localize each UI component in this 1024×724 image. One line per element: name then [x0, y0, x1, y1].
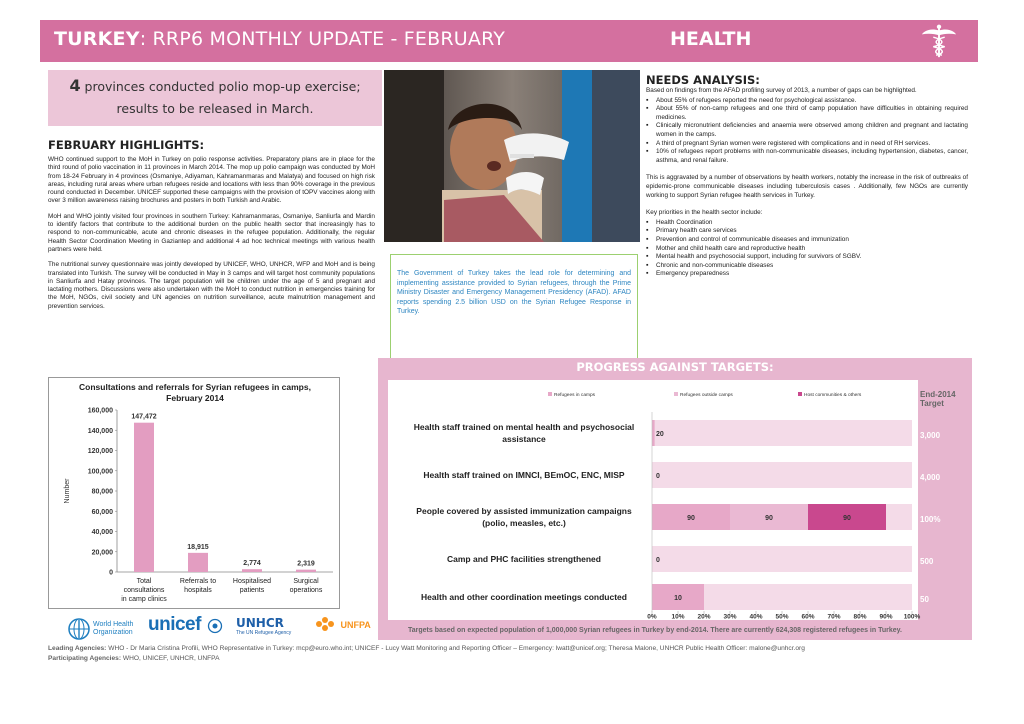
x-tick-label: 90% — [879, 613, 893, 621]
page-header — [40, 20, 978, 62]
y-tick-label: 80,000 — [91, 488, 113, 496]
x-tick-label: 30% — [723, 613, 737, 621]
priority-item: ▪ Health Coordination — [646, 219, 968, 228]
needs-intro: Based on findings from the AFAD profiling survey of 2013, a number of gaps can be highlighted. — [646, 87, 917, 94]
x-tick-label: 70% — [827, 613, 841, 621]
participating-agencies: Participating Agencies: WHO, UNICEF, UNHCR, UNFPA — [48, 655, 220, 662]
bar-value-label: 2,319 — [297, 560, 315, 568]
target-value: 50 — [920, 595, 929, 604]
legend-label: Refugees outside camps — [680, 393, 733, 398]
needs-item: ▪ Clinically micronutrient deficiencies and anaemia were observed among children and pregnant and lactating women in the camps. — [646, 122, 968, 139]
chart-title: Consultations and referrals for Syrian refugees in camps, — [79, 382, 311, 392]
bar-value-label: 2,774 — [243, 560, 261, 568]
priorities-intro: Key priorities in the health sector include: — [646, 209, 763, 217]
chart-bar — [188, 553, 208, 572]
legend-swatch — [548, 392, 552, 396]
chart-bar — [296, 570, 316, 572]
unicef-emblem-icon — [208, 619, 222, 633]
progress-value-label: 90 — [687, 515, 695, 522]
unfpa-logo: UNFPA — [314, 616, 371, 637]
progress-value-label: 90 — [765, 515, 773, 522]
progress-track — [652, 546, 912, 572]
target-header: End-2014 Target — [920, 390, 956, 408]
progress-chart — [388, 380, 921, 621]
y-tick-label: 40,000 — [91, 529, 113, 536]
priority-item: ▪ Mother and child health care and reproductive health — [646, 245, 968, 254]
progress-track — [652, 462, 912, 488]
unfpa-emblem-icon — [314, 616, 336, 632]
highlights-paragraph: MoH and WHO jointly visited four provinces in southern Turkey: Kahramanmaras, Osmaniye, Sanliurfa and Mardin to identify factors that contribute to the additional burden on the public health sector that increasingly has to respond to non-communicable, acute and chronic diseases in the refugee population. Additionally, the regular Health Sector Coordination Meeting in Gaziantep and additional 4 ad hoc technical meetings with various health partners were held. — [48, 212, 375, 253]
x-tick-label: 40% — [749, 613, 763, 621]
progress-category-label: (polio, measles, etc.) — [482, 518, 566, 528]
x-tick-label: Hospitalised — [232, 578, 272, 585]
priority-item: ▪ Primary health care services — [646, 227, 968, 236]
y-tick-label: 0 — [109, 569, 113, 577]
chart-bar — [134, 423, 154, 572]
government-box: The Government of Turkey takes the lead role for determining and implementing assistance provided to Syrian refugees, through the Prime Ministry Disaster and Emergency Management Presidency (AFAD). AFAD reports spending 2.5 billion USD on the Syrian Refugee Response in Turkey. — [390, 254, 638, 360]
progress-category-label: assistance — [502, 434, 546, 444]
target-value: 4,000 — [920, 473, 941, 482]
progress-category-label: People covered by assisted immunization campaigns — [416, 506, 632, 516]
sector-title: HEALTH — [670, 28, 752, 50]
legend-swatch — [674, 392, 678, 396]
target-value: 100% — [920, 515, 941, 524]
needs-item: ▪ A third of pregnant Syrian women were registered with complications and in need of RH services. — [646, 140, 968, 149]
agency-logos: World Health Organization unicef UNHCR The UN Refugee Agency $^{UNFPA}$ — [68, 614, 378, 644]
progress-value-label: 10 — [674, 595, 682, 602]
highlights-paragraph: WHO continued support to the MoH in Turkey on polio response activities. Preparatory plans are in place for the third round of polio vaccination in 11 provinces in March 2014. The mop up polio campaign was conducted by MoH from 18-24 February in 4 provinces (Osmaniye, Adiyaman, Kahramanmaras and Malatya) and focused on high risk areas, including rural areas where urban refugees reside and locations with less than 90% coverage in the previous round conducted in December. UNICEF supported these campaigns with the provision of tOPV vaccines along with over 3 million awareness raising brochures and posters in both Turkish and Arabic. — [48, 156, 375, 205]
priority-item: ▪ Chronic and non-communicable diseases — [646, 262, 968, 271]
bar-value-label: 147,472 — [131, 413, 157, 421]
y-tick-label: 140,000 — [87, 427, 113, 435]
priority-item: ▪ Emergency preparedness — [646, 270, 968, 279]
vaccination-photo — [384, 70, 640, 242]
progress-value-label: 0 — [656, 557, 660, 564]
progress-panel — [378, 358, 972, 640]
x-tick-label: 0% — [647, 613, 657, 621]
target-value: 500 — [920, 557, 934, 566]
y-tick-label: 120,000 — [87, 448, 113, 455]
highlights-body — [48, 156, 375, 318]
progress-value-label: 90 — [843, 515, 851, 522]
targets-footnote: Targets based on expected population of 1,000,000 Syrian refugees in Turkey by end-2014. There are currently 624,308 registered refugees in Turkey. — [408, 627, 902, 634]
page-title: TURKEY: RRP6 MONTHLY UPDATE - FEBRUARY — [54, 28, 506, 50]
x-tick-label: 10% — [671, 613, 685, 621]
legend-label: Refugees in camps — [554, 393, 596, 398]
priorities-list — [646, 219, 968, 279]
x-tick-label: operations — [289, 587, 323, 594]
x-tick-label: patients — [239, 587, 265, 594]
caduceus-icon — [920, 22, 958, 60]
x-tick-label: 100% — [903, 613, 921, 621]
footer-agencies — [48, 644, 805, 664]
x-tick-label: Surgical — [293, 578, 319, 585]
consultations-chart — [48, 377, 340, 609]
progress-category-label: Health staff trained on IMNCI, BEmOC, ENC, MISP — [423, 470, 625, 480]
needs-item: ▪ 10% of refugees report problems with non-communicable diseases, including hypertension, diabetes, cancer, asthma, and renal failure. — [646, 148, 968, 165]
x-tick-label: consultations — [123, 587, 165, 594]
target-value: 3,000 — [920, 431, 941, 440]
needs-item: ▪ About 55% of non-camp refugees and one third of camp population have difficulties in obtaining required medicines. — [646, 105, 968, 122]
needs-analysis — [646, 87, 968, 279]
x-tick-label: 20% — [697, 613, 711, 621]
x-tick-label: Total — [136, 578, 152, 585]
bar-value-label: 18,915 — [187, 543, 209, 551]
chart-bar — [242, 569, 262, 572]
y-axis-label: Number — [64, 478, 71, 504]
unicef-logo: unicef — [148, 614, 201, 635]
priority-item: ▪ Prevention and control of communicable diseases and immunization — [646, 236, 968, 245]
x-tick-label: Referrals to — [179, 578, 217, 585]
progress-track — [652, 420, 912, 446]
x-tick-label: 80% — [853, 613, 867, 621]
highlights-paragraph: The nutritional survey questionnaire was jointly developed by UNICEF, WHO, UNHCR, WFP and MoH and is being translated into Turkish. The survey will be conducted in May in 3 camps and will target host community populations in Sanliurfa and Hatay provinces. The target population will be children under the age of 5 and pregnant and lactating mothers. Discussions were also undertaken with the MoH to conduct nutrition in emergencies training for the MoH, NGOs, civil society and UN agencies on nutrition surveillance, acute malnutrition management and prevention services. — [48, 261, 375, 310]
unhcr-logo: UNHCR The UN Refugee Agency — [236, 616, 292, 636]
priority-item: ▪ Mental health and psychosocial support, including for survivors of SGBV. — [646, 253, 968, 262]
progress-title: PROGRESS AGAINST TARGETS: — [576, 360, 774, 374]
legend-label: Host communities & others — [804, 393, 862, 398]
y-tick-label: 100,000 — [87, 468, 113, 476]
highlights-title: FEBRUARY HIGHLIGHTS: — [48, 138, 205, 152]
progress-value-label: 0 — [656, 473, 660, 480]
progress-category-label: Camp and PHC facilities strengthened — [447, 554, 601, 564]
progress-bar-segment — [652, 420, 655, 446]
progress-value-label: 20 — [656, 431, 664, 438]
chart-title: February 2014 — [166, 393, 224, 403]
polio-callout: 4 provinces conducted polio mop-up exercise; results to be released in March. — [48, 70, 382, 126]
y-tick-label: 60,000 — [91, 508, 113, 516]
x-tick-label: in camp clinics — [121, 596, 167, 603]
y-tick-label: 20,000 — [91, 549, 113, 557]
y-tick-label: 160,000 — [87, 407, 113, 415]
needs-item: ▪ About 55% of refugees reported the need for psychological assistance. — [646, 97, 968, 106]
needs-list — [646, 97, 968, 166]
progress-category-label: Health staff trained on mental health and psychosocial — [413, 422, 635, 432]
x-tick-label: hospitals — [184, 587, 212, 594]
leading-agencies: Leading Agencies: WHO - Dr Maria Cristina Profili, WHO Representative in Turkey: mcp@euro.who.int; UNICEF - Lucy Watt Monitoring and Reporting Officer – Emergency: lwatt@unicef.org; Theresa Malone, UNHCR Public Health Officer: malone@unhcr.org — [48, 645, 805, 652]
legend-swatch — [798, 392, 802, 396]
x-tick-label: 60% — [801, 613, 815, 621]
x-tick-label: 50% — [775, 613, 789, 621]
progress-category-label: Health and other coordination meetings conducted — [421, 592, 627, 602]
needs-analysis-title: NEEDS ANALYSIS: — [646, 73, 760, 87]
who-emblem-icon — [68, 618, 90, 640]
needs-gap-text: This is aggravated by a number of observations by health workers, notably the increase in the risk of outbreaks of epidemic-prone communicable diseases including tuberculosis cases . Additionally, few NGOs are currently working to support Syrian refugee health services in Turkey. — [646, 174, 968, 199]
